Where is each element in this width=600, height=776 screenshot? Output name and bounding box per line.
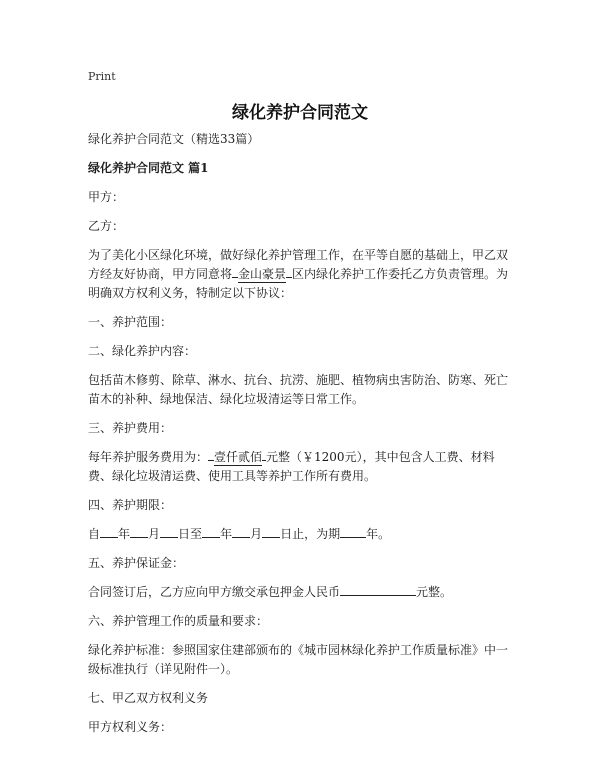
period-line xyxy=(88,525,518,544)
deposit-paragraph xyxy=(88,583,518,602)
period-year-2: 年 xyxy=(220,527,233,541)
party-a-line: 甲方： xyxy=(88,190,125,204)
period-day-1: 日至 xyxy=(178,527,203,541)
deposit-text-after: 元整。 xyxy=(416,585,453,599)
blank-years xyxy=(340,537,366,538)
intro-blank-location: 金山豪景 xyxy=(238,267,287,281)
clause-content-heading: 二、绿化养护内容： xyxy=(88,344,197,358)
blank-day-2 xyxy=(262,537,280,538)
clause-deposit-heading: 五、养护保证金： xyxy=(88,556,185,570)
period-month-1: 月 xyxy=(148,527,161,541)
blank-year-1 xyxy=(100,537,118,538)
clause-rights-heading: 七、甲乙双方权利义务 xyxy=(88,691,209,705)
blank-month-2 xyxy=(232,537,250,538)
clause-period-heading: 四、养护期限： xyxy=(88,498,173,512)
clause-quality-heading: 六、养护管理工作的质量和要求： xyxy=(88,614,269,628)
period-day-2: 日止，为期 xyxy=(280,527,341,541)
fee-paragraph xyxy=(88,448,518,486)
intro-text-after: 区内绿化养护工作委托乙方负责管理。为明确双方权利义务，特制定以下协议： xyxy=(88,267,509,300)
period-from: 自 xyxy=(88,527,101,541)
fee-text-before: 每年养护服务费用为： xyxy=(88,450,209,464)
section-heading: 绿化养护合同范文 篇1 xyxy=(88,161,209,175)
blank-day-1 xyxy=(160,537,178,538)
fee-text-after: 元整（￥1200元），其中包含人工费、材料费、绿化垃圾清运费、使用工具等养护工作所有费用。 xyxy=(88,450,495,483)
fee-blank-amount: 壹仟贰佰 xyxy=(214,450,263,464)
deposit-text-before: 合同签订后，乙方应向甲方缴交承包押金人民币 xyxy=(88,585,341,599)
clause-fee-heading: 三、养护费用： xyxy=(88,421,173,435)
period-years: 年。 xyxy=(366,527,391,541)
period-year-1: 年 xyxy=(118,527,131,541)
period-month-2: 月 xyxy=(250,527,263,541)
document-subtitle: 绿化养护合同范文（精选33篇） xyxy=(88,132,260,146)
print-label[interactable]: Print xyxy=(88,70,116,83)
blank-deposit-amount xyxy=(340,595,416,596)
intro-paragraph xyxy=(88,246,518,303)
clause-quality-text: 绿化养护标准：参照国家住建部颁布的《城市园林绿化养护工作质量标准》中一级标准执行（详见附件一）。 xyxy=(88,643,509,676)
document-title: 绿化养护合同范文 xyxy=(232,103,368,123)
party-a-rights-line: 甲方权利义务： xyxy=(88,720,173,734)
blank-year-2 xyxy=(202,537,220,538)
intro-text-before: 为了美化小区绿化环境，做好绿化养护管理工作，在平等自愿的基础上，甲乙双方经友好协商，甲方同意将 xyxy=(88,248,509,281)
document-body xyxy=(88,130,518,737)
blank-month-1 xyxy=(130,537,148,538)
clause-scope-heading: 一、养护范围： xyxy=(88,315,173,329)
clause-content-text: 包括苗木修剪、除草、淋水、抗台、抗涝、施肥、植物病虫害防治、防寒、死亡苗木的补种、绿地保洁、绿化垃圾清运等日常工作。 xyxy=(88,373,509,406)
party-b-line: 乙方： xyxy=(88,219,125,233)
